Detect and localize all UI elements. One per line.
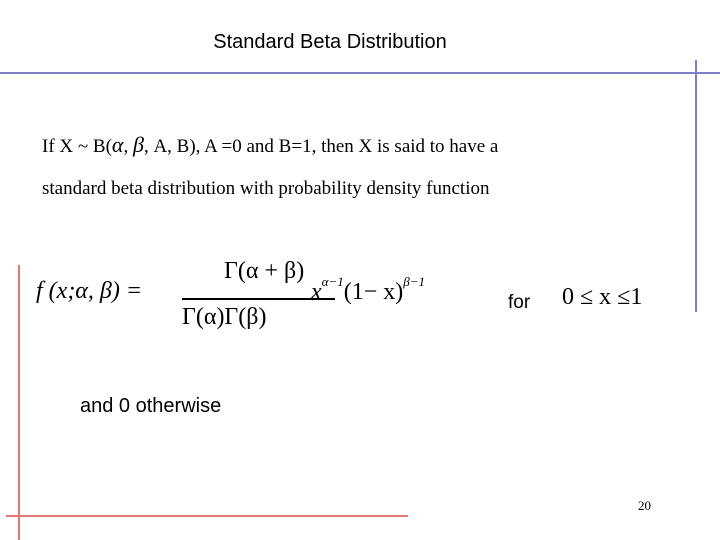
alpha-symbol: α xyxy=(111,132,124,157)
pdf-formula xyxy=(36,258,476,338)
rhs-exponent-beta: β−1 xyxy=(403,274,426,289)
formula-denominator: Γ(α)Γ(β) xyxy=(182,304,267,330)
intro-comma: , xyxy=(123,136,133,157)
bottom-red-rule xyxy=(6,515,408,517)
page-number: 20 xyxy=(638,498,651,513)
right-blue-rule xyxy=(695,60,697,312)
intro-line-2: standard beta distribution with probability density function xyxy=(42,178,490,199)
slide-title: Standard Beta Distribution xyxy=(213,31,447,53)
formula-lhs: f (x;α, β) = xyxy=(36,278,143,304)
left-red-rule xyxy=(18,265,20,540)
rhs-exponent-alpha: α−1 xyxy=(321,274,344,289)
otherwise-text: and 0 otherwise xyxy=(80,395,222,417)
formula-rhs xyxy=(311,274,426,306)
intro-suffix: , A, B), A =0 and B=1, then X is said to have a xyxy=(143,136,499,157)
rhs-x: x xyxy=(311,279,322,305)
intro-line-1 xyxy=(42,132,672,158)
formula-numerator: Γ(α + β) xyxy=(224,258,305,284)
intro-prefix: If X ~ B( xyxy=(42,136,112,157)
domain-condition: 0 ≤ x ≤1 xyxy=(562,284,643,310)
beta-symbol: β xyxy=(132,132,144,157)
rhs-one-minus-x: (1− x) xyxy=(343,279,404,305)
top-blue-rule xyxy=(0,72,720,74)
for-label: for xyxy=(508,292,531,313)
